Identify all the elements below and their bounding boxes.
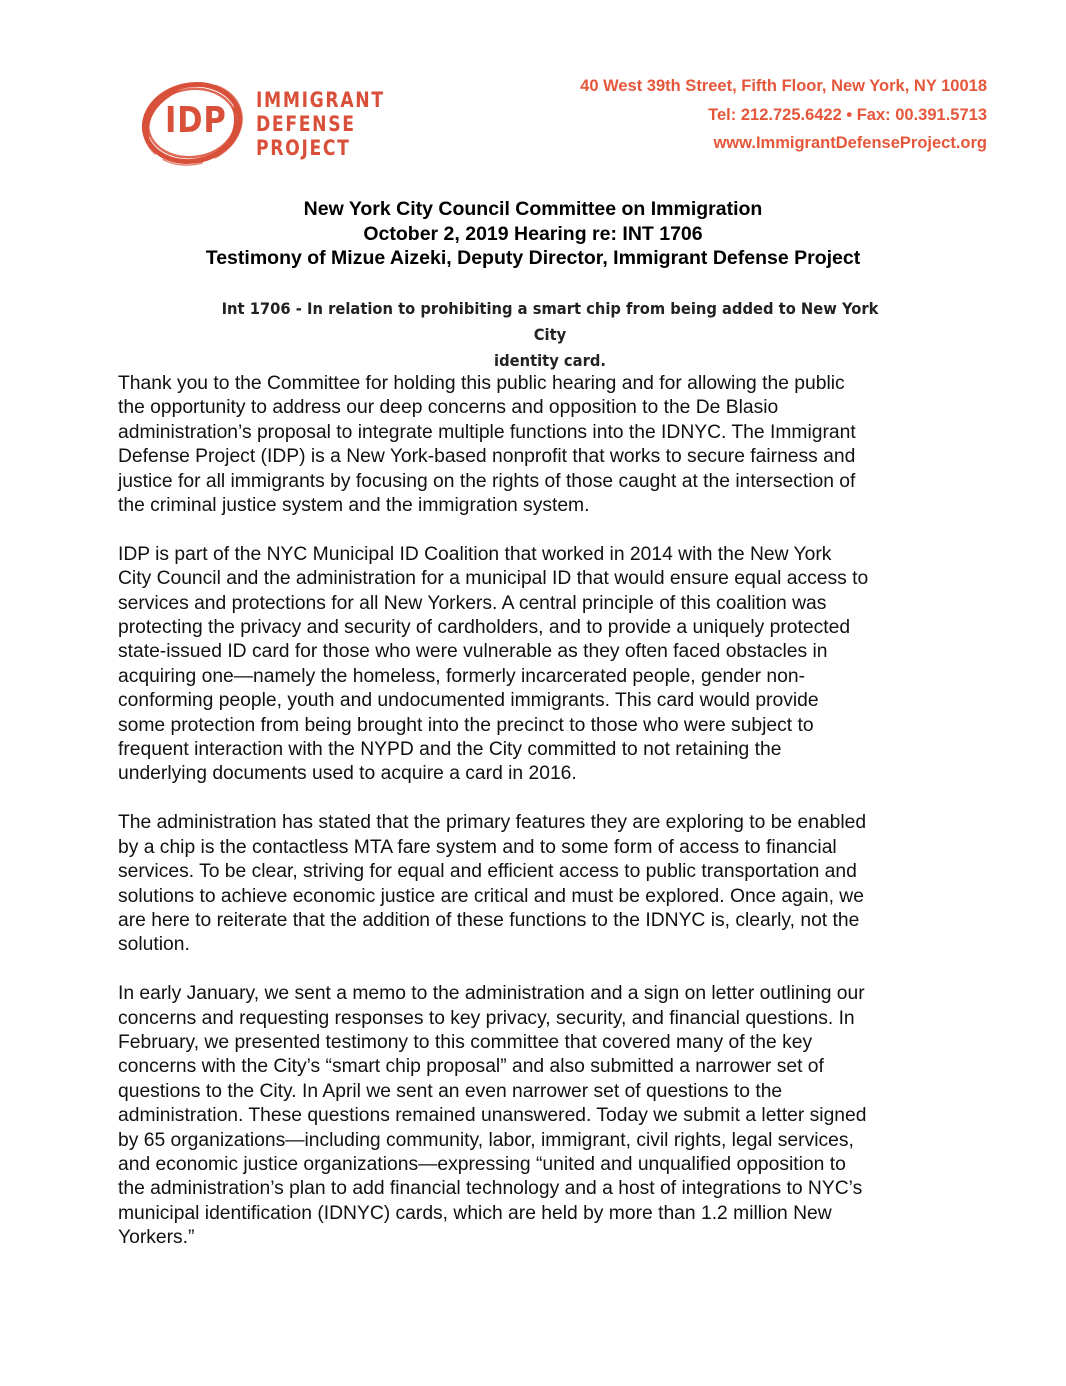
address: 40 West 39th Street, Fifth Floor, New York, NY 10018 bbox=[580, 77, 987, 95]
text-line: Yorkers.” bbox=[118, 1227, 195, 1249]
text-line: by 65 organizations—including community, labor, immigrant, civil rights, legal services, bbox=[118, 1129, 854, 1151]
text-line: underlying documents used to acquire a card in 2016. bbox=[118, 763, 577, 785]
text-line: acquiring one—namely the homeless, formerly incarcerated people, gender non- bbox=[118, 665, 806, 687]
text-line: concerns and requesting responses to key privacy, security, and financial questions. In bbox=[118, 1007, 855, 1029]
text-line: IDP is part of the NYC Municipal ID Coalition that worked in 2014 with the New York bbox=[118, 543, 832, 565]
text-line: protecting the privacy and security of cardholders, and to provide a uniquely protected bbox=[118, 617, 851, 639]
text-line: services. To be clear, striving for equal and efficient access to public transportation and bbox=[118, 861, 857, 883]
logo-word-1: IMMIGRANT bbox=[256, 88, 385, 112]
phone-fax: Tel: 212.725.6422 • Fax: 00.391.5713 bbox=[708, 105, 987, 124]
text-line: are here to reiterate that the addition of these functions to the IDNYC is, clearly, not the bbox=[118, 909, 860, 931]
text-line: the administration’s plan to add financial technology and a host of integrations to NYC’s bbox=[118, 1178, 863, 1200]
text-line: Defense Project (IDP) is a New York-based nonprofit that works to secure fairness and bbox=[118, 446, 856, 468]
text-line: some protection from being brought into the precinct to those who were subject to bbox=[118, 714, 814, 736]
document-heading bbox=[0, 197, 1066, 271]
contact-block bbox=[580, 72, 987, 158]
logo-word-3: PROJECT bbox=[256, 136, 351, 160]
text-line: The administration has stated that the primary features they are exploring to be enabled bbox=[118, 812, 867, 834]
text-line: February, we presented testimony to this committee that covered many of the key bbox=[118, 1031, 813, 1053]
heading-hearing: October 2, 2019 Hearing re: INT 1706 bbox=[363, 222, 703, 245]
text-line: justice for all immigrants by focusing on the rights of those caught at the intersection of bbox=[118, 470, 856, 492]
text-line: the opportunity to address our deep concerns and opposition to the De Blasio bbox=[118, 397, 779, 419]
paragraph-4 bbox=[118, 982, 958, 1250]
logo-wordmark bbox=[256, 88, 385, 160]
heading-committee: New York City Council Committee on Immigration bbox=[303, 198, 763, 220]
text-line: Thank you to the Committee for holding this public hearing and for allowing the public bbox=[118, 373, 845, 394]
testimony-body bbox=[118, 372, 958, 1275]
text-line: state-issued ID card for those who were vulnerable as they often faced obstacles in bbox=[118, 641, 828, 663]
text-line: conforming people, youth and undocumented immigrants. This card would provide bbox=[118, 690, 819, 712]
text-line: administration. These questions remained unanswered. Today we submit a letter signed bbox=[118, 1105, 867, 1127]
text-line: services and protections for all New Yorkers. A central principle of this coalition was bbox=[118, 592, 827, 614]
text-line: and economic justice organizations—expressing “united and unqualified opposition to bbox=[118, 1153, 846, 1175]
text-line: In early January, we sent a memo to the administration and a sign on letter outlining our bbox=[118, 983, 865, 1005]
paragraph-1 bbox=[118, 372, 958, 518]
text-line: solution. bbox=[118, 934, 190, 956]
bill-subject bbox=[219, 296, 881, 374]
paragraph-2 bbox=[118, 543, 958, 787]
website-link[interactable]: www.ImmigrantDefenseProject.org bbox=[713, 134, 987, 152]
logo-word-2: DEFENSE bbox=[256, 112, 356, 136]
paragraph-3 bbox=[118, 811, 958, 957]
text-line: the criminal justice system and the immigration system. bbox=[118, 495, 590, 517]
text-line: administration’s proposal to integrate multiple functions into the IDNYC. The Immigrant bbox=[118, 421, 856, 443]
text-line: solutions to achieve economic justice are critical and must be explored. Once again, we bbox=[118, 885, 864, 907]
text-line: frequent interaction with the NYPD and the City committed to not retaining the bbox=[118, 739, 782, 761]
heading-testimony: Testimony of Mizue Aizeki, Deputy Director, Immigrant Defense Project bbox=[205, 247, 861, 269]
subject-line-1: Int 1706 - In relation to prohibiting a smart chip from being added to New York City bbox=[221, 299, 879, 344]
logo-mark-text: IDP bbox=[164, 100, 227, 141]
text-line: questions to the City. In April we sent an even narrower set of questions to the bbox=[118, 1080, 783, 1102]
text-line: City Council and the administration for a municipal ID that would ensure equal access to bbox=[118, 568, 869, 590]
text-line: municipal identification (IDNYC) cards, which are held by more than 1.2 million New bbox=[118, 1202, 832, 1224]
subject-line-2: identity card. bbox=[494, 351, 606, 370]
text-line: concerns with the City’s “smart chip proposal” and also submitted a narrower set of bbox=[118, 1056, 824, 1078]
idp-logo bbox=[138, 78, 385, 168]
text-line: by a chip is the contactless MTA fare system and to some form of access to financial bbox=[118, 836, 837, 858]
